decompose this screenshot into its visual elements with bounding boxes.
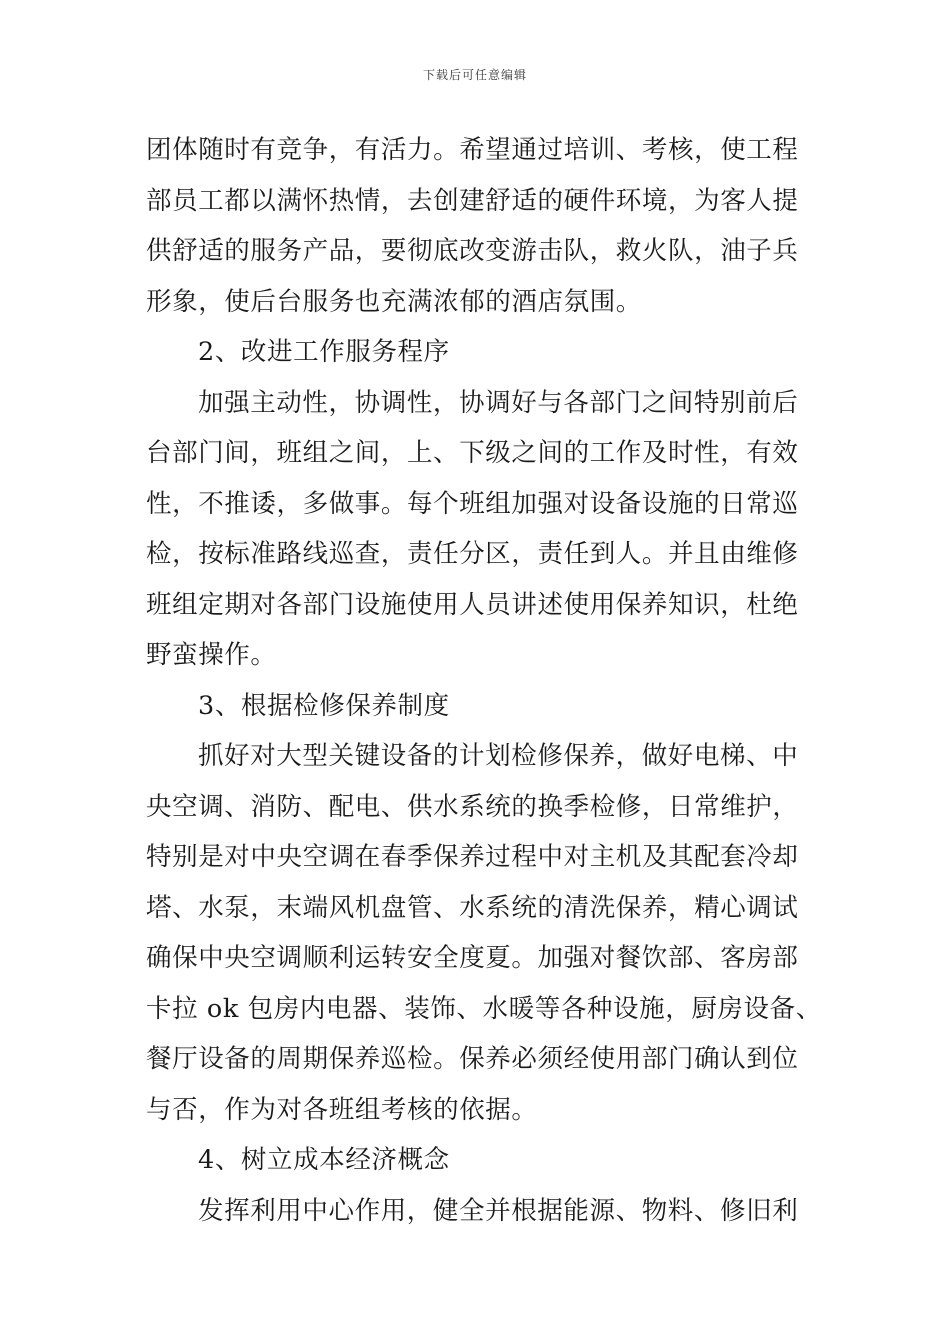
text-line: 检，按标准路线巡查，责任分区，责任到人。并且由维修 — [146, 539, 799, 569]
text-line: 特别是对中央空调在春季保养过程中对主机及其配套冷却 — [146, 842, 799, 872]
text-line: 供舒适的服务产品，要彻底改变游击队，救火队，油子兵 — [146, 236, 799, 266]
text-line: 卡拉 ok 包房内电器、装饰、水暖等各种设施，厨房设备、 — [146, 993, 822, 1024]
text-line: 3、根据检修保养制度 — [198, 690, 450, 721]
text-line: 2、改进工作服务程序 — [198, 337, 450, 367]
text-line: 与否，作为对各班组考核的依据。 — [146, 1094, 538, 1125]
text-line: 确保中央空调顺利运转安全度夏。加强对餐饮部、客房部 — [146, 943, 799, 973]
text-line: 班组定期对各部门设施使用人员讲述使用保养知识，杜绝 — [146, 589, 799, 620]
text-line: 部员工都以满怀热情，去创建舒适的硬件环境，为客人提 — [146, 185, 799, 216]
text-line: 团体随时有竞争，有活力。希望通过培训、考核，使工程 — [146, 135, 799, 165]
text-line: 性，不推诿，多做事。每个班组加强对设备设施的日常巡 — [146, 488, 799, 519]
text-line: 野蛮操作。 — [146, 640, 277, 670]
text-line: 加强主动性，协调性，协调好与各部门之间特别前后 — [198, 387, 799, 418]
text-line: 塔、水泵，末端风机盘管、水系统的清洗保养，精心调试 — [146, 892, 799, 923]
text-line: 发挥利用中心作用，健全并根据能源、物料、修旧利 — [198, 1195, 799, 1226]
text-line: 抓好对大型关键设备的计划检修保养，做好电梯、中 — [198, 741, 799, 771]
text-line: 形象，使后台服务也充满浓郁的酒店氛围。 — [146, 286, 642, 317]
text-line: 央空调、消防、配电、供水系统的换季检修，日常维护， — [146, 791, 799, 822]
page-header: 下载后可任意编辑 — [422, 68, 527, 82]
text-line: 餐厅设备的周期保养巡检。保养必须经使用部门确认到位 — [146, 1044, 799, 1074]
text-line: 台部门间，班组之间，上、下级之间的工作及时性，有效 — [146, 438, 799, 468]
text-line: 4、树立成本经济概念 — [198, 1145, 450, 1175]
